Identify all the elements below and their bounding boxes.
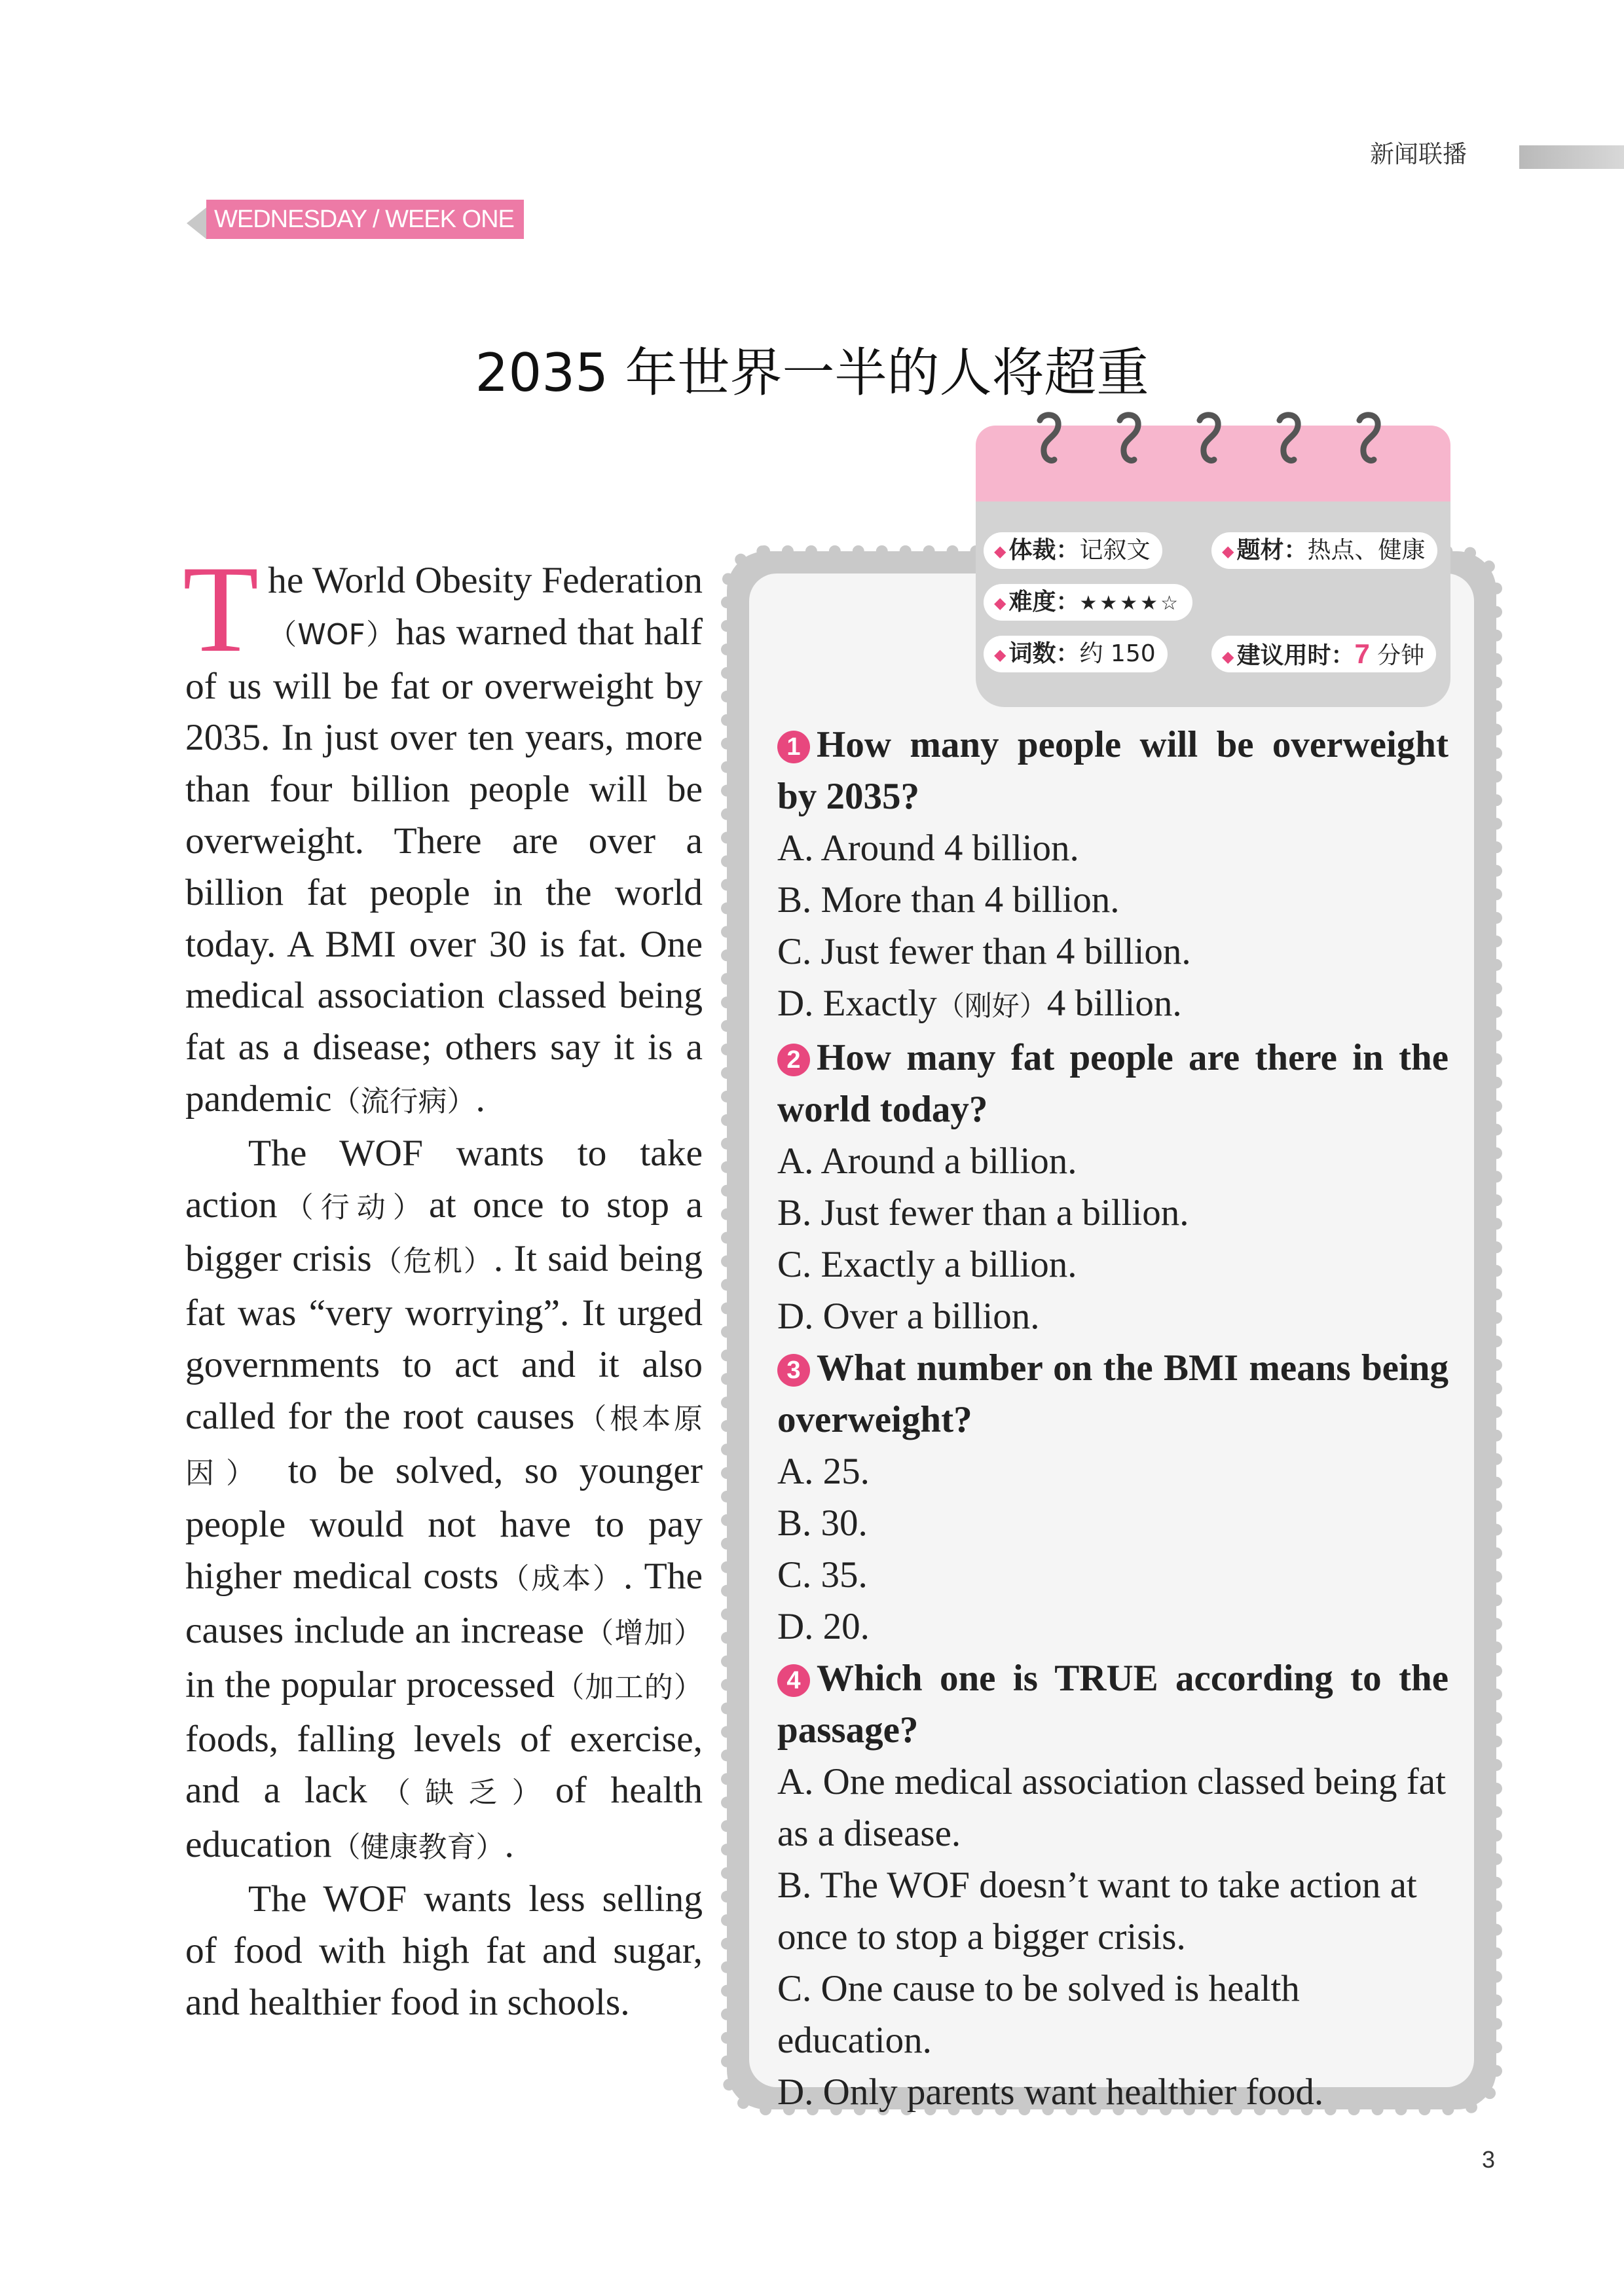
page-number: 3 [1482, 2146, 1496, 2173]
text-run: B. The WOF doesn’t want to take action at once to stop a bigger crisis. [777, 1865, 1417, 1958]
spiral-ring-icon [1193, 411, 1223, 466]
answer-option [777, 1601, 1449, 1652]
question-number-badge: 2 [777, 1044, 810, 1076]
answer-option [777, 1497, 1449, 1549]
question-2 [777, 1032, 1449, 1135]
answer-option [777, 1963, 1449, 2066]
info-card [976, 426, 1450, 707]
question-text: How many fat people are there in the world today? [777, 1037, 1449, 1130]
text-run: C. One cause to be solved is health education. [777, 1968, 1300, 2061]
question-1 [777, 719, 1449, 822]
diamond-icon: ◆ [994, 646, 1006, 664]
text-run: B. Just fewer than a billion. [777, 1192, 1189, 1233]
text-run: . The causes include an increase [185, 1556, 703, 1651]
article-body [183, 541, 703, 2028]
spiral-ring-icon [1353, 411, 1383, 466]
text-run: The WOF wants to take action [185, 1132, 703, 1226]
diamond-icon: ◆ [994, 594, 1006, 612]
chinese-gloss: （加工的） [555, 1670, 703, 1704]
text-run: he World Obesity Federation [268, 560, 703, 601]
week-label: WEDNESDAY / WEEK ONE [206, 200, 524, 239]
answer-option [777, 1756, 1449, 1859]
article-paragraph-2 [185, 1128, 703, 1874]
text-run: of health education [185, 1770, 703, 1866]
paragraph-2-text [185, 1133, 703, 1865]
text-run: A. One medical association classed being fat as a disease. [777, 1761, 1446, 1854]
chinese-gloss: （危机） [371, 1245, 494, 1279]
question-list [777, 719, 1449, 2118]
question-text: Which one is TRUE according to the passage? [777, 1658, 1449, 1751]
spiral-ring-icon [1273, 411, 1303, 466]
text-run: A. 25. [777, 1451, 870, 1492]
answer-option [777, 874, 1449, 926]
question-number-badge: 1 [777, 731, 810, 763]
text-run: . It said being fat was “very worrying”. It urged governments to act and it also called for the root causes [185, 1238, 703, 1437]
text-run: has warned that half of us will be fat or overweight by 2035. In just over ten years, more than four billion people will be overweight. There are over a billion fat people in the world today. A BMI over 30 is fat. One medical association classed being fat as a disease; others say it is a pandemic [185, 611, 703, 1120]
text-run: D. Exactly [777, 983, 937, 1024]
drop-cap: T [183, 541, 259, 678]
section-name: 新闻联播 [1370, 140, 1467, 168]
question-number-badge: 3 [777, 1354, 810, 1387]
difficulty-tag: ◆ 难度：★★★★☆ [984, 584, 1192, 621]
header-bar [1519, 145, 1624, 169]
chinese-gloss: （WOF） [268, 617, 396, 651]
chinese-gloss: （行动） [277, 1190, 429, 1224]
answer-option [777, 1135, 1449, 1187]
article-paragraph-3 [185, 1874, 703, 2028]
diamond-icon: ◆ [994, 542, 1006, 560]
text-run: A. Around a billion. [777, 1140, 1077, 1182]
page-title: 2035 年世界一半的人将超重 [475, 342, 1149, 403]
answer-option [777, 926, 1449, 977]
text-run: at once to stop a bigger crisis [185, 1184, 703, 1280]
answer-option [777, 977, 1449, 1032]
question-text: What number on the BMI means being overweight? [777, 1347, 1449, 1440]
article-paragraph-1 [183, 541, 703, 1128]
text-run: . [504, 1824, 514, 1866]
paragraph-3-text [185, 1878, 703, 2023]
text-run: C. 35. [777, 1554, 868, 1595]
paragraph-1-text [183, 541, 703, 1120]
text-run: . [475, 1078, 485, 1120]
text-run: in the popular processed [185, 1664, 555, 1705]
time-tag: ◆ 建议用时：7 分钟 [1211, 636, 1436, 672]
text-run: to be solved, so younger people would not have to pay higher medical costs [185, 1449, 703, 1597]
text-run: C. Exactly a billion. [777, 1244, 1077, 1285]
question-text: How many people will be overweight by 2035? [777, 724, 1449, 817]
text-run: The WOF wants less selling of food with high fat and sugar, and healthier food in schools. [185, 1878, 703, 2023]
question-4 [777, 1652, 1449, 1756]
text-run: 4 billion. [1046, 983, 1182, 1024]
answer-option [777, 1549, 1449, 1601]
text-run: B. 30. [777, 1503, 868, 1544]
chinese-gloss: （刚好） [936, 990, 1047, 1022]
genre-tag: ◆ 体裁：记叙文 [984, 532, 1162, 569]
diamond-icon: ◆ [1222, 647, 1234, 666]
answer-option [777, 822, 1449, 874]
text-run: A. Around 4 billion. [777, 828, 1079, 869]
answer-option [777, 2066, 1449, 2118]
text-run: D. Over a billion. [777, 1296, 1040, 1337]
chinese-gloss: （流行病） [331, 1084, 476, 1118]
diamond-icon: ◆ [1222, 542, 1234, 560]
answer-option [777, 1446, 1449, 1497]
text-run: B. More than 4 billion. [777, 879, 1120, 920]
ribbon-fold [187, 208, 206, 239]
spiral-ring-icon [1033, 411, 1063, 466]
chinese-gloss: （增加） [583, 1616, 703, 1650]
text-run: D. Only parents want healthier food. [777, 2071, 1324, 2113]
wordcount-tag: ◆ 词数：约 150 [984, 636, 1168, 672]
answer-option [777, 1859, 1449, 1963]
answer-option [777, 1239, 1449, 1290]
chinese-gloss: （缺乏） [367, 1776, 555, 1810]
chinese-gloss: （根本原因） [185, 1402, 703, 1490]
text-run: C. Just fewer than 4 billion. [777, 931, 1191, 972]
spiral-ring-icon [1113, 411, 1143, 466]
chinese-gloss: （成本） [498, 1562, 623, 1596]
answer-option [777, 1187, 1449, 1239]
text-run: D. 20. [777, 1606, 870, 1647]
chinese-gloss: （健康教育） [331, 1831, 505, 1865]
question-number-badge: 4 [777, 1664, 810, 1697]
week-ribbon [187, 200, 524, 239]
text-run: foods, falling levels of exercise, and a lack [185, 1718, 703, 1812]
answer-option [777, 1290, 1449, 1342]
topic-tag: ◆ 题材：热点、健康 [1211, 532, 1437, 569]
question-3 [777, 1342, 1449, 1446]
